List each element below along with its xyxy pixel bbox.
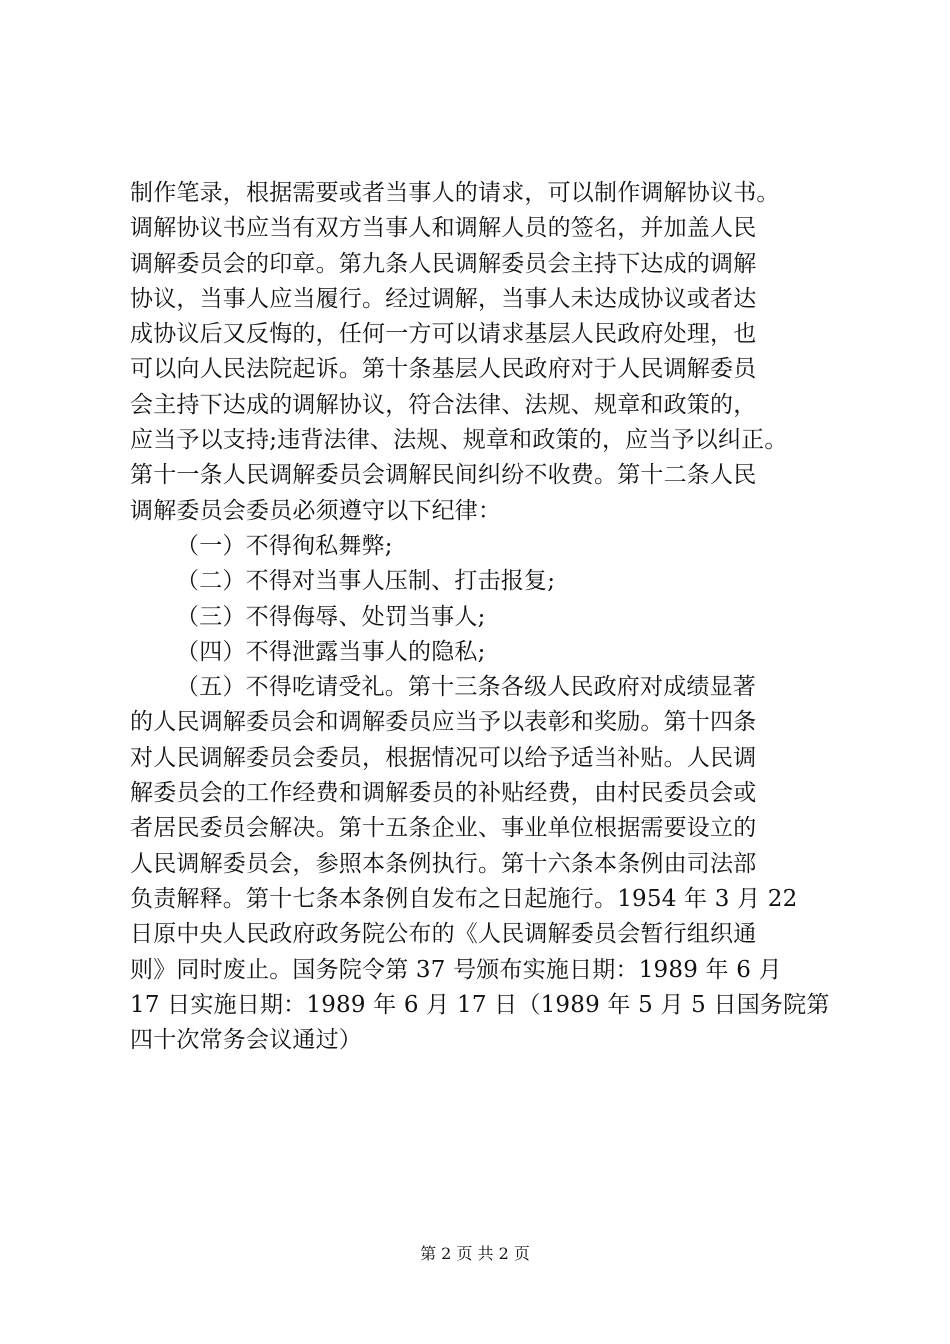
- text-line: 者居民委员会解决。第十五条企业、事业单位根据需要设立的: [130, 815, 757, 842]
- text-line: 协议，当事人应当履行。经过调解，当事人未达成协议或者达: [130, 285, 757, 312]
- text-line: 17 日实施日期：1989 年 6 月 17 日（1989 年 5 月 5 日国务院第: [130, 991, 830, 1018]
- text-line: 应当予以支持;违背法律、法规、规章和政策的，应当予以纠正。: [130, 427, 788, 454]
- text-line: 的人民调解委员会和调解委员应当予以表彰和奖励。第十四条: [130, 709, 757, 736]
- text-line: 会主持下达成的调解协议，符合法律、法规、规章和政策的，: [130, 391, 757, 418]
- text-line: 调解协议书应当有双方当事人和调解人员的签名，并加盖人民: [130, 215, 757, 242]
- document-body: [130, 176, 842, 1058]
- text-line: 人民调解委员会，参照本条例执行。第十六条本条例由司法部: [130, 850, 757, 877]
- text-line: （一）不得徇私舞弊;: [176, 532, 393, 559]
- text-line: 调解委员会委员必须遵守以下纪律：: [130, 497, 502, 524]
- text-line: 制作笔录，根据需要或者当事人的请求，可以制作调解协议书。: [130, 180, 780, 206]
- text-line: 成协议后又反悔的，任何一方可以请求基层人民政府处理，也: [130, 321, 757, 348]
- text-line: 调解委员会的印章。第九条人民调解委员会主持下达成的调解: [130, 250, 757, 277]
- text-line: 日原中央人民政府政务院公布的《人民调解委员会暂行组织通: [130, 921, 757, 948]
- text-line: 可以向人民法院起诉。第十条基层人民政府对于人民调解委员: [130, 356, 757, 383]
- text-line: （二）不得对当事人压制、打击报复;: [176, 568, 556, 595]
- text-line: （五）不得吃请受礼。第十三条各级人民政府对成绩显著: [176, 674, 756, 701]
- text-line: （四）不得泄露当事人的隐私;: [176, 638, 486, 665]
- text-line: （三）不得侮辱、处罚当事人;: [176, 603, 486, 630]
- page-footer: 第 2 页 共 2 页: [420, 1244, 530, 1263]
- text-line: 四十次常务会议通过）: [130, 1027, 362, 1054]
- text-line: 对人民调解委员会委员，根据情况可以给予适当补贴。人民调: [130, 744, 757, 771]
- text-line: 第十一条人民调解委员会调解民间纠纷不收费。第十二条人民: [130, 462, 757, 489]
- text-line: 负责解释。第十七条本条例自发布之日起施行。1954 年 3 月 22: [130, 885, 798, 912]
- text-line: 解委员会的工作经费和调解委员的补贴经费，由村民委员会或: [130, 780, 757, 807]
- text-line: 则》同时废止。国务院令第 37 号颁布实施日期：1989 年 6 月: [130, 956, 782, 983]
